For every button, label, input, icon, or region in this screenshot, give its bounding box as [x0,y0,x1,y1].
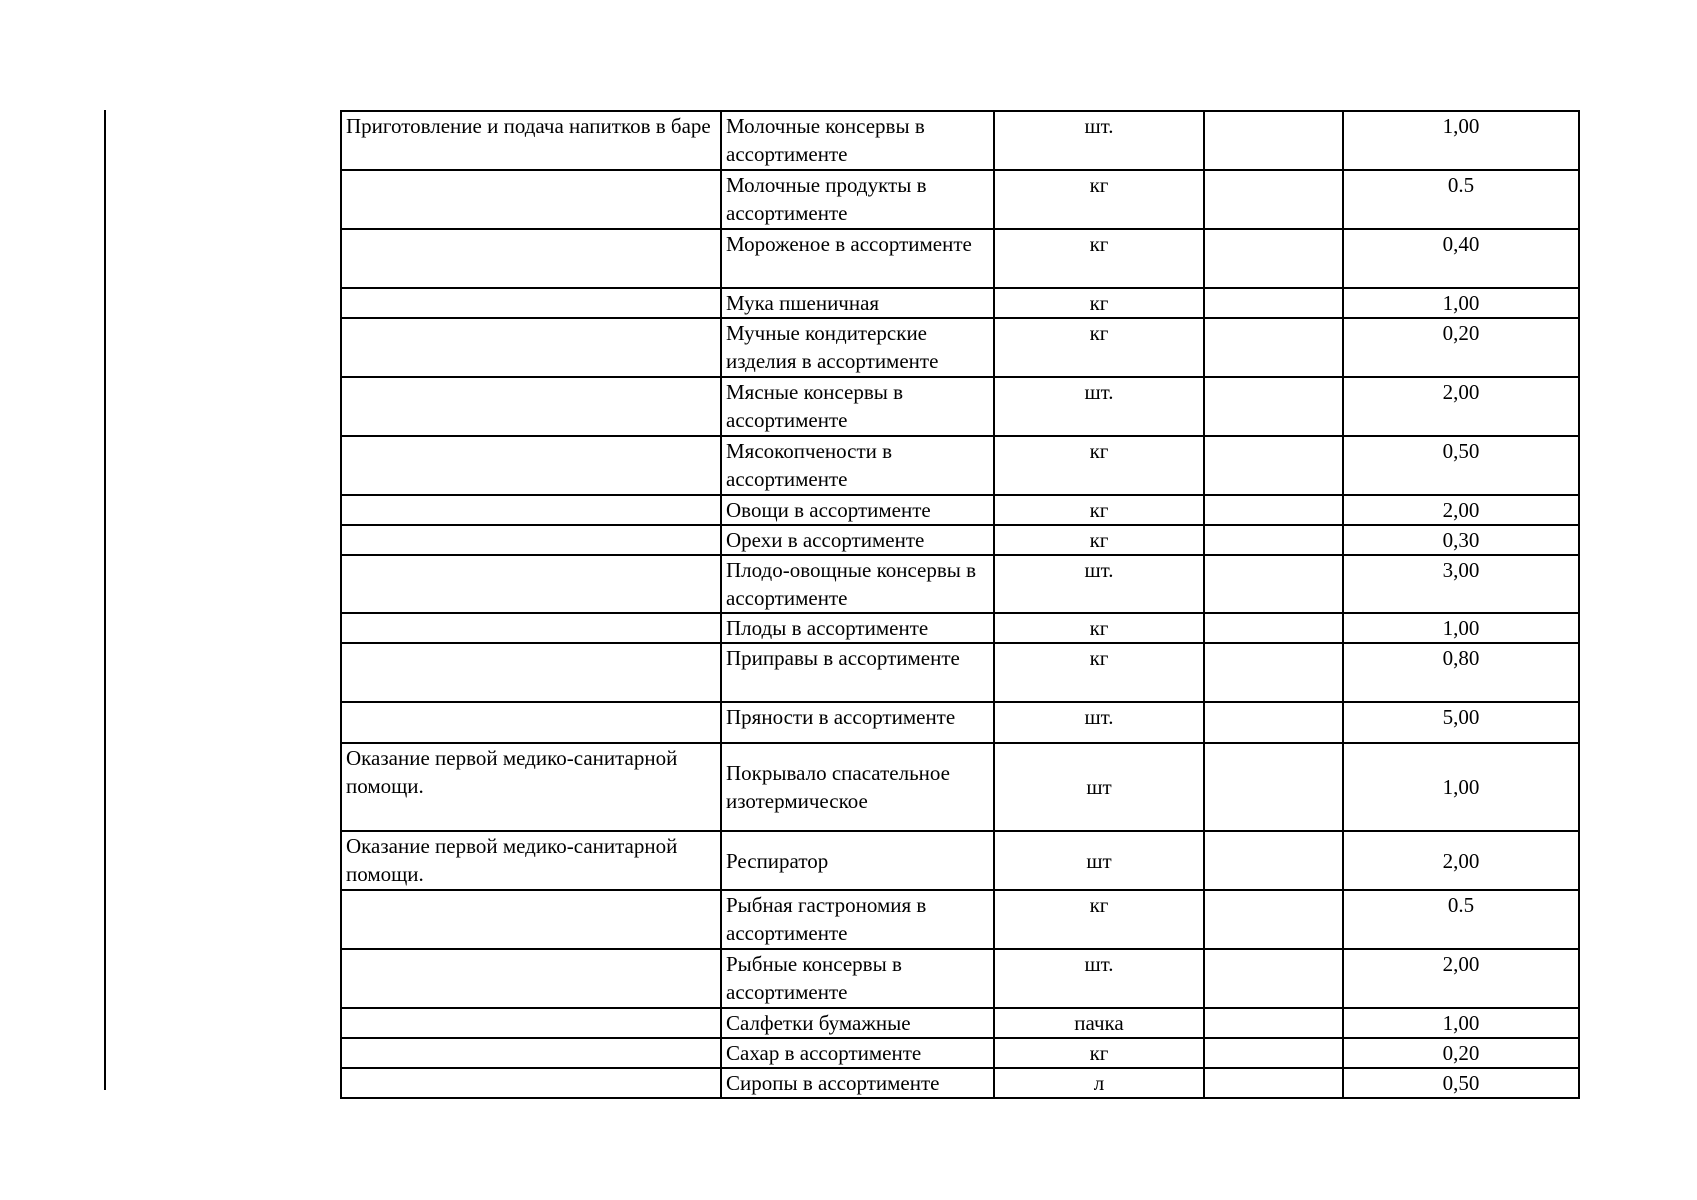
item-cell: Мука пшеничная [721,288,994,318]
quantity-cell: 1,00 [1343,613,1579,643]
quantity-cell: 5,00 [1343,702,1579,743]
item-cell: Мясные консервы в ассортименте [721,377,994,436]
activity-cell: Оказание первой медико-санитарной помощи. [341,831,721,890]
blank-cell [1204,170,1343,229]
activity-cell [341,1068,721,1098]
item-cell: Сахар в ассортименте [721,1038,994,1068]
table-row [341,702,1579,743]
item-cell: Сиропы в ассортименте [721,1068,994,1098]
item-cell: Приправы в ассортименте [721,643,994,702]
blank-cell [1204,643,1343,702]
quantity-cell: 2,00 [1343,831,1579,890]
activity-cell: Приготовление и подача напитков в баре [341,111,721,170]
item-cell: Мучные кондитерские изделия в ассортименте [721,318,994,377]
quantity-cell: 1,00 [1343,1008,1579,1038]
table-row [341,743,1579,831]
quantity-cell: 3,00 [1343,555,1579,613]
unit-cell: кг [994,643,1204,702]
blank-cell [1204,743,1343,831]
unit-cell: кг [994,229,1204,288]
item-cell: Мясокопчености в ассортименте [721,436,994,495]
quantity-cell: 0,30 [1343,525,1579,555]
quantity-cell: 0.5 [1343,890,1579,949]
item-cell: Пряности в ассортименте [721,702,994,743]
quantity-cell: 1,00 [1343,743,1579,831]
table-row [341,1008,1579,1038]
quantity-cell: 0,80 [1343,643,1579,702]
unit-cell: кг [994,1038,1204,1068]
table-row [341,436,1579,495]
item-cell: Молочные консервы в ассортименте [721,111,994,170]
unit-cell: пачка [994,1008,1204,1038]
blank-cell [1204,495,1343,525]
unit-cell: шт. [994,702,1204,743]
unit-cell: кг [994,613,1204,643]
item-cell: Покрывало спасательное изотермическое [721,743,994,831]
quantity-cell: 2,00 [1343,377,1579,436]
table-row [341,229,1579,288]
blank-cell [1204,111,1343,170]
blank-cell [1204,1068,1343,1098]
item-cell: Рыбная гастрономия в ассортименте [721,890,994,949]
unit-cell: шт. [994,377,1204,436]
blank-cell [1204,613,1343,643]
activity-cell [341,613,721,643]
table-row [341,1068,1579,1098]
blank-cell [1204,702,1343,743]
unit-cell: шт. [994,111,1204,170]
quantity-cell: 0,50 [1343,436,1579,495]
table-row [341,831,1579,890]
unit-cell: шт. [994,949,1204,1008]
item-cell: Овощи в ассортименте [721,495,994,525]
unit-cell: кг [994,170,1204,229]
blank-cell [1204,555,1343,613]
item-cell: Мороженое в ассортименте [721,229,994,288]
activity-cell [341,1038,721,1068]
activity-cell [341,436,721,495]
quantity-cell: 1,00 [1343,288,1579,318]
quantity-cell: 0,50 [1343,1068,1579,1098]
table-row [341,318,1579,377]
activity-cell [341,495,721,525]
table-row [341,170,1579,229]
quantity-cell: 0,40 [1343,229,1579,288]
unit-cell: кг [994,890,1204,949]
activity-cell [341,890,721,949]
quantity-cell: 0,20 [1343,1038,1579,1068]
table-row [341,890,1579,949]
item-cell: Молочные продукты в ассортименте [721,170,994,229]
quantity-cell: 2,00 [1343,495,1579,525]
table-row [341,288,1579,318]
quantity-cell: 2,00 [1343,949,1579,1008]
blank-cell [1204,949,1343,1008]
left-margin-rule [104,110,106,1090]
unit-cell: кг [994,436,1204,495]
unit-cell: кг [994,288,1204,318]
blank-cell [1204,436,1343,495]
table-row [341,613,1579,643]
unit-cell: кг [994,525,1204,555]
activity-cell [341,949,721,1008]
table-row [341,495,1579,525]
activity-cell [341,555,721,613]
activity-cell [341,702,721,743]
blank-cell [1204,318,1343,377]
blank-cell [1204,1038,1343,1068]
table-row [341,555,1579,613]
blank-cell [1204,229,1343,288]
activity-cell [341,525,721,555]
unit-cell: л [994,1068,1204,1098]
activity-cell [341,1008,721,1038]
quantity-cell: 0.5 [1343,170,1579,229]
table-row [341,377,1579,436]
table-row [341,1038,1579,1068]
blank-cell [1204,890,1343,949]
activity-cell [341,288,721,318]
table-row [341,111,1579,170]
table-row [341,643,1579,702]
blank-cell [1204,288,1343,318]
unit-cell: шт [994,831,1204,890]
blank-cell [1204,831,1343,890]
blank-cell [1204,525,1343,555]
activity-cell: Оказание первой медико-санитарной помощи. [341,743,721,831]
table-row [341,525,1579,555]
unit-cell: шт. [994,555,1204,613]
item-cell: Рыбные консервы в ассортименте [721,949,994,1008]
blank-cell [1204,377,1343,436]
item-cell: Салфетки бумажные [721,1008,994,1038]
item-cell: Плодо-овощные консервы в ассортименте [721,555,994,613]
supplies-table [340,110,1580,1099]
item-cell: Плоды в ассортименте [721,613,994,643]
activity-cell [341,643,721,702]
unit-cell: кг [994,495,1204,525]
table-row [341,949,1579,1008]
activity-cell [341,229,721,288]
quantity-cell: 0,20 [1343,318,1579,377]
unit-cell: шт [994,743,1204,831]
item-cell: Орехи в ассортименте [721,525,994,555]
activity-cell [341,318,721,377]
activity-cell [341,170,721,229]
quantity-cell: 1,00 [1343,111,1579,170]
blank-cell [1204,1008,1343,1038]
unit-cell: кг [994,318,1204,377]
item-cell: Респиратор [721,831,994,890]
activity-cell [341,377,721,436]
